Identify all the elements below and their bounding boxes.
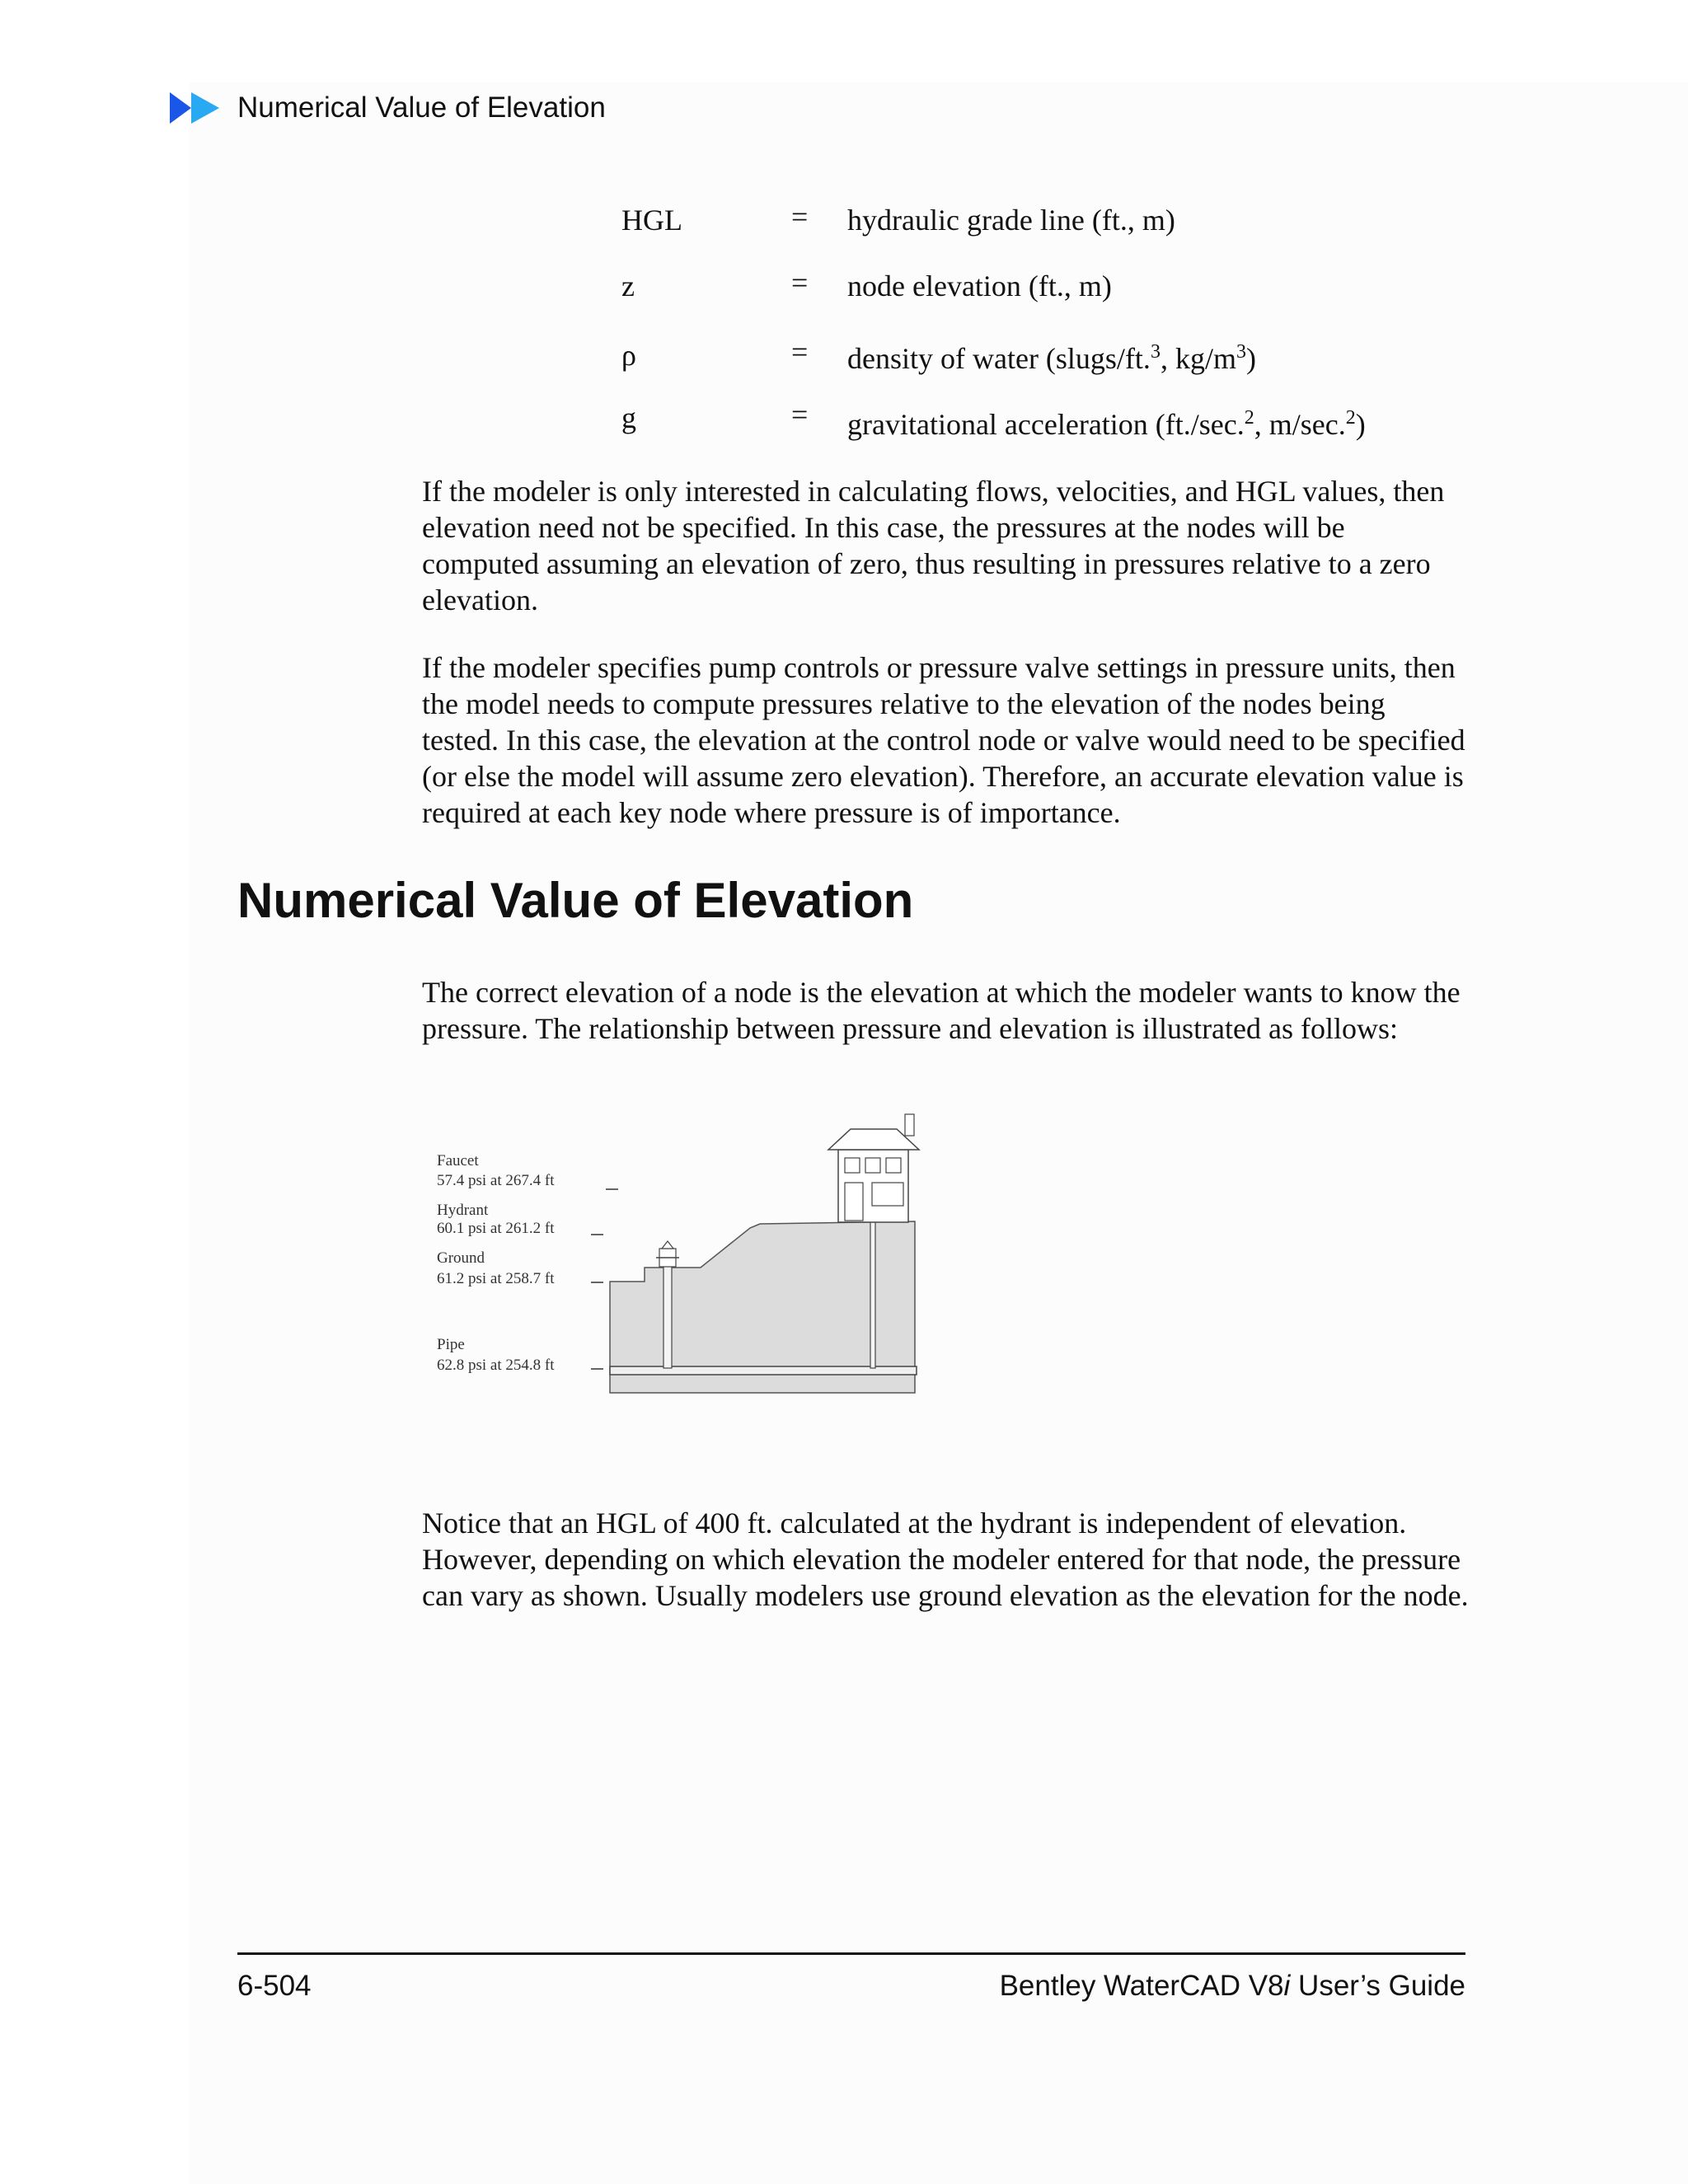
variable-symbol: g: [621, 401, 636, 434]
ground-value: 61.2 psi at 258.7 ft: [437, 1270, 555, 1287]
pipe-label: Pipe: [437, 1336, 465, 1353]
equals-sign: =: [791, 335, 809, 368]
running-header: [170, 89, 606, 127]
hydrant-riser: [663, 1258, 672, 1368]
pipe-value: 62.8 psi at 254.8 ft: [437, 1357, 555, 1374]
hydrant-value: 60.1 psi at 261.2 ft: [437, 1220, 555, 1237]
faucet-label: Faucet: [437, 1152, 479, 1169]
faucet-value: 57.4 psi at 267.4 ft: [437, 1172, 555, 1189]
variable-description: hydraulic grade line (ft., m): [847, 204, 1175, 237]
hydrant-cap: [662, 1241, 673, 1249]
variable-symbol: ρ: [621, 339, 636, 372]
pressure-elevation-figure: [429, 1096, 923, 1401]
body-paragraph: The correct elevation of a node is the elevation at which the modeler wants to know the pressure. The relationship between pressure and elevation is illustrated as follows:: [422, 976, 1461, 1045]
body-paragraph: Notice that an HGL of 400 ft. calculated at the hydrant is independent of elevation. However, depending on which elevation the modeler entered for that node, the pressure can vary as shown. Usually modelers use ground elevation as the elevation for the node.: [422, 1507, 1469, 1612]
running-header-title: Numerical Value of Elevation: [237, 91, 606, 124]
variable-symbol: HGL: [621, 204, 682, 237]
page-number: 6-504: [237, 1970, 312, 2002]
body-paragraph: If the modeler is only interested in calculating flows, velocities, and HGL values, then elevation need not be specified. In this case, the pressures at the nodes will be computed assuming an elevation of zero, thus resulting in pressures relative to a zero elevation.: [422, 475, 1445, 616]
double-arrow-logo-icon: [170, 89, 223, 127]
house-riser: [870, 1218, 875, 1368]
page-background: [190, 82, 1688, 2184]
body-paragraph: If the modeler specifies pump controls or pressure valve settings in pressure units, then the model needs to compute pressures relative to the elevation of the nodes being tested. In this case, the elevation at the control node or valve would need to be specified (or else the model will assume zero elevation). Therefore, an accurate elevation value is required at each key node where pressure is of importance.: [422, 651, 1465, 829]
equals-sign: =: [791, 398, 809, 431]
section-heading: Numerical Value of Elevation: [237, 873, 914, 928]
elevation-diagram: [429, 1096, 923, 1401]
variable-description: density of water (slugs/ft.$^3$, $kg/m^3$): [847, 341, 1256, 375]
footer-rule: [237, 1952, 1465, 1955]
ground-label: Ground: [437, 1249, 485, 1267]
equals-sign: =: [791, 200, 809, 233]
variable-description: node elevation (ft., m): [847, 269, 1112, 302]
equals-sign: =: [791, 266, 809, 299]
hydrant-label: Hydrant: [437, 1202, 489, 1219]
variable-symbol: z: [621, 269, 635, 302]
guide-title: Bentley WaterCAD V8i User’s Guide: [999, 1970, 1465, 2002]
variable-description: gravitational acceleration (ft./sec.$^2$, m/sec.$^2$): [847, 407, 1366, 441]
